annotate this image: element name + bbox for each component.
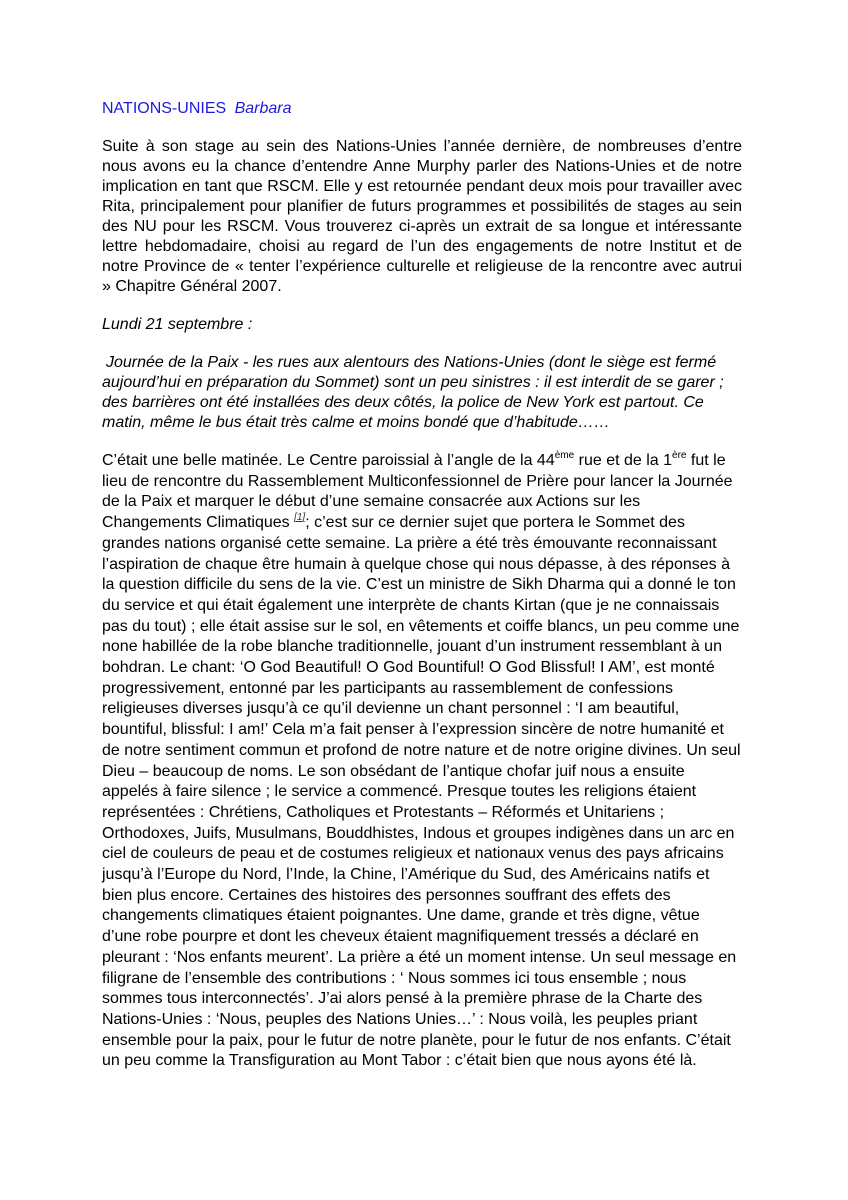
quote-paragraph: Journée de la Paix - les rues aux alentours des Nations-Unies (dont le siège est fermé aujourd’hui en préparation du Sommet) sont un peu sinistres : il est interdit de se garer ; des barrières ont été installées des deux côtés, la police de New York est partout. Ce matin, même le bus était très calme et moins bondé que d’habitude…… (102, 354, 724, 431)
intro-paragraph: Suite à son stage au sein des Nations-Unies l’année dernière, de nombreuses d’entre nous avons eu la chance d’entendre Anne Murphy parler des Nations-Unies et de notre implication en tant que RSCM. Elle y est retournée pendant deux mois pour travailler avec Rita, principalement pour planifier de futurs programmes et possibilités de stages au sein des NU pour les RSCM. Vous trouverez ci-après un extrait de sa longue et intéressante lettre hebdomadaire, choisi au regard de l’un des engagements de notre Institut et de notre Province de « tenter l’expérience culturelle et religieuse de la rencontre avec autrui » Chapitre Général 2007. (102, 138, 742, 295)
letter-date: Lundi 21 septembre : (102, 316, 253, 333)
footnote-link[interactable]: [1] (294, 511, 306, 523)
superscript-eme: ème (554, 449, 575, 461)
heading-author: Barbara (234, 100, 292, 117)
article-heading (102, 99, 742, 119)
body-paragraph (102, 451, 742, 1072)
heading-title: NATIONS-UNIES (102, 100, 227, 117)
document-page (102, 99, 742, 1072)
body-text-4: ; c’est sur ce dernier sujet que portera le Sommet des grandes nations organisé cette semaine. La prière a été très émouvante reconnaissant l’aspiration de chaque être humain à quelque chose qui nous dépasse, à des réponses à la question difficile du sens de la vie. C’est un ministre de Sikh Dharma qui a donné le ton du service et qui était également une interprète de chants Kirtan (que je ne connaissais pas du tout) ; elle était assise sur le sol, en vêtements et coiffe blancs, un peu comme une none habillée de la robe blanche traditionnelle, jouant d’un instrument ressemblant à un bohdran. Le chant: ‘O God Beautiful! O God Bountiful! O God Blissful! I AM’, est monté progressivement, entonné par les participants au rassemblement de confessions religieuses diverses jusqu’à ce qu’il devienne un chant personnel : ‘I am beautiful, bountiful, blissful: I am!’ Cela m’a fait penser à l’expression sincère de notre humanité et de notre sentiment commun et profond de notre nature et de notre origine divines. Un seul Dieu – beaucoup de noms. Le son obsédant de l’antique chofar juif nous a ensuite appelés à faire silence ; le service a commencé. Presque toutes les religions étaient représentées : Chrétiens, Catholiques et Protestants – Réformés et Unitariens ; Orthodoxes, Juifs, Musulmans, Bouddhistes, Indous et groupes indigènes dans un arc en ciel de couleurs de peau et de costumes religieux et nationaux venus des pays africains jusqu’à l’Europe du Nord, l’Inde, la Chine, l’Amérique du Sud, des Américains natifs et bien plus encore. Certaines des histoires des personnes souffrant des effets des changements climatiques étaient poignantes. Une dame, grande et très digne, vêtue d’une robe pourpre et dont les cheveux étaient magnifiquement tressés a déclaré en pleurant : ‘Nos enfants meurent’. La prière a été un moment intense. Un seul message en filigrane de l’ensemble des contributions : ‘ Nous sommes ici tous ensemble ; nous sommes tous interconnectés’. J’ai alors pensé à la première phrase de la Charte des Nations-Unies : ‘Nous, peuples des Nations Unies…’ : Nous voilà, les peuples priant ensemble pour la paix, pour le futur de notre planète, pour le futur de nos enfants. C’était un peu comme la Transfiguration au Mont Tabor : c’était bien que nous ayons été là. (102, 514, 741, 1070)
superscript-ere: ère (672, 449, 687, 461)
body-text-3: fut le lieu de rencontre du Rassemblement Multiconfessionnel de Prière pour lancer la Journée de la Paix et marquer le début d’une semaine consacrée aux Actions sur les Changements Climatiques (102, 452, 733, 532)
body-text-2: rue et de la 1 (574, 452, 673, 469)
body-text-1: C’était une belle matinée. Le Centre paroissial à l’angle de la 44 (102, 452, 555, 469)
